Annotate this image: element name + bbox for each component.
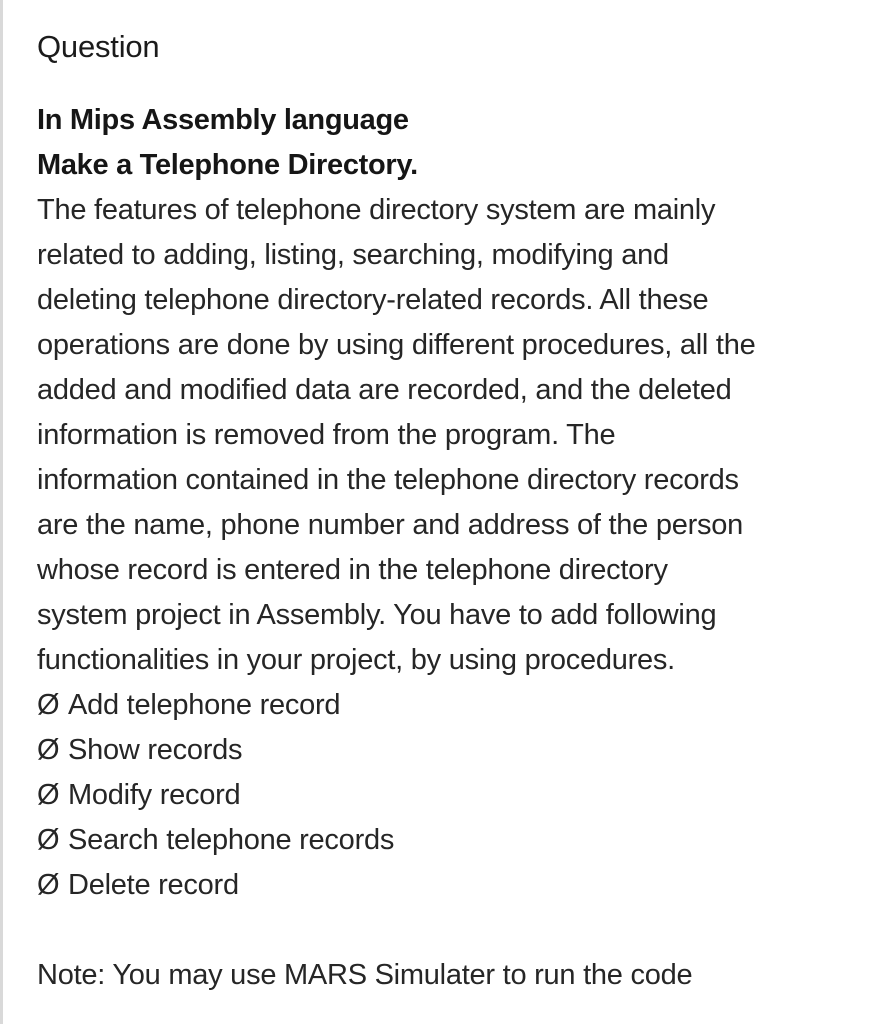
feature-item-show bbox=[37, 728, 867, 773]
feature-label: Modify record bbox=[68, 779, 241, 811]
feature-label: Add telephone record bbox=[68, 689, 341, 721]
feature-item-delete bbox=[37, 863, 867, 908]
description-line: operations are done by using different procedures, all the bbox=[37, 329, 756, 361]
question-card bbox=[37, 26, 867, 998]
feature-label: Delete record bbox=[68, 869, 239, 901]
feature-list bbox=[37, 683, 867, 908]
note-text: Note: You may use MARS Simulater to run the code bbox=[37, 959, 693, 991]
description-line: whose record is entered in the telephone directory bbox=[37, 554, 668, 586]
description-line: information contained in the telephone directory records bbox=[37, 464, 739, 496]
description-line: information is removed from the program. The bbox=[37, 419, 616, 451]
bullet-icon: Ø bbox=[37, 734, 60, 766]
bullet-icon: Ø bbox=[37, 869, 60, 901]
bullet-icon: Ø bbox=[37, 779, 60, 811]
description-line: deleting telephone directory-related records. All these bbox=[37, 284, 709, 316]
bullet-icon: Ø bbox=[37, 689, 60, 721]
question-title-line-1: In Mips Assembly language bbox=[37, 104, 409, 136]
feature-label: Show records bbox=[68, 734, 243, 766]
feature-item-add bbox=[37, 683, 867, 728]
description-line: added and modified data are recorded, and the deleted bbox=[37, 374, 732, 406]
description-line: functionalities in your project, by using procedures. bbox=[37, 644, 675, 676]
feature-item-modify bbox=[37, 773, 867, 818]
feature-item-search bbox=[37, 818, 867, 863]
question-heading: Question bbox=[37, 29, 160, 64]
description-line: related to adding, listing, searching, modifying and bbox=[37, 239, 669, 271]
bullet-icon: Ø bbox=[37, 824, 60, 856]
feature-label: Search telephone records bbox=[68, 824, 395, 856]
description-line: system project in Assembly. You have to add following bbox=[37, 599, 717, 631]
description-line: The features of telephone directory system are mainly bbox=[37, 194, 716, 226]
description-line: are the name, phone number and address of the person bbox=[37, 509, 744, 541]
question-description bbox=[37, 188, 867, 683]
left-border bbox=[0, 0, 3, 1024]
question-title-line-2: Make a Telephone Directory. bbox=[37, 149, 418, 181]
